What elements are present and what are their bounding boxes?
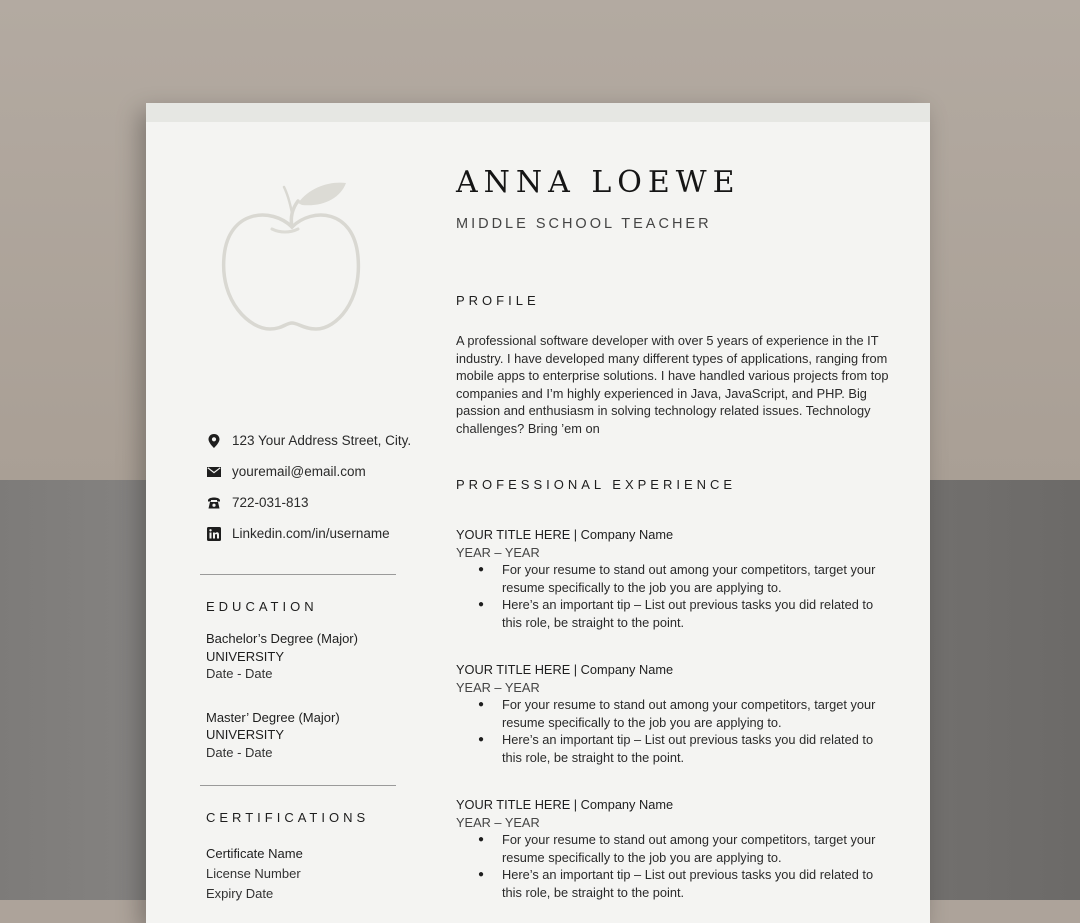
job-entry	[456, 796, 896, 901]
education-section	[206, 599, 446, 761]
job-bullets	[456, 561, 896, 631]
job-title: YOUR TITLE HERE | Company Name	[456, 797, 674, 812]
certifications-section	[206, 810, 446, 904]
divider	[200, 574, 396, 575]
envelope-icon	[206, 464, 222, 480]
job-entry	[456, 661, 896, 766]
divider	[200, 785, 396, 786]
expiry-date: Expiry Date	[206, 886, 274, 901]
education-item	[206, 630, 446, 683]
contact-section	[206, 425, 446, 549]
address-text: 123 Your Address Street, City.	[232, 433, 412, 448]
email-link[interactable]: youremail@email.com	[232, 464, 366, 479]
job-bullets	[456, 696, 896, 766]
experience-heading: PROFESSIONAL EXPERIENCE	[456, 477, 737, 492]
contact-address	[206, 425, 446, 456]
job-bullet: ● Here’s an important tip – List out previous tasks you did related to this role, be straight to the point.	[502, 596, 896, 631]
job-bullets	[456, 831, 896, 901]
education-item	[206, 709, 446, 762]
education-heading: EDUCATION	[206, 599, 318, 614]
job-bullet: ● For your resume to stand out among your competitors, target your resume specifically to the job you are applying to.	[502, 696, 896, 731]
certificate-name: Certificate Name	[206, 846, 303, 861]
license-number: License Number	[206, 866, 301, 881]
degree: Bachelor’s Degree (Major)	[206, 631, 358, 646]
contact-linkedin	[206, 518, 446, 549]
job-bullet: ● Here’s an important tip – List out previous tasks you did related to this role, be straight to the point.	[502, 866, 896, 901]
dates: Date - Date	[206, 666, 273, 681]
job-entry	[456, 526, 896, 631]
linkedin-icon	[206, 526, 222, 542]
apple-icon	[220, 177, 365, 337]
candidate-name: ANNA LOEWE	[456, 165, 741, 200]
profile-text: A professional software developer with over 5 years of experience in the IT industry. I have developed many different types of applications, ranging from mobile apps to enterprise solutions. I have handled various projects from top companies and I’m highly experienced in Java, JavaScript, and PHP. Big passion and enthusiasm in solving technology related issues. Technology challenges? Bring ’em on	[456, 333, 889, 436]
job-years: YEAR – YEAR	[456, 814, 540, 830]
job-bullet: ● Here’s an important tip – List out previous tasks you did related to this role, be straight to the point.	[502, 731, 896, 766]
dates: Date - Date	[206, 744, 273, 760]
school: UNIVERSITY	[206, 648, 285, 664]
profile-section	[456, 293, 896, 437]
candidate-role: MIDDLE SCHOOL TEACHER	[456, 216, 712, 232]
certificate-item	[206, 844, 446, 904]
linkedin-link[interactable]: Linkedin.com/in/username	[232, 526, 390, 541]
location-pin-icon	[206, 433, 222, 449]
degree: Master’ Degree (Major)	[206, 709, 340, 725]
experience-section	[456, 477, 896, 901]
job-bullet: ● For your resume to stand out among your competitors, target your resume specifically to the job you are applying to.	[502, 831, 896, 866]
job-title: YOUR TITLE HERE | Company Name	[456, 662, 674, 677]
paper-top-band	[146, 103, 930, 122]
resume-page	[146, 103, 930, 923]
profile-heading: PROFILE	[456, 293, 540, 308]
job-title: YOUR TITLE HERE | Company Name	[456, 527, 674, 542]
phone-text: 722-031-813	[232, 495, 309, 510]
job-years: YEAR – YEAR	[456, 544, 540, 560]
contact-phone	[206, 487, 446, 518]
school: UNIVERSITY	[206, 727, 285, 742]
job-bullet: ● For your resume to stand out among your competitors, target your resume specifically to the job you are applying to.	[502, 561, 896, 596]
job-years: YEAR – YEAR	[456, 679, 540, 695]
telephone-icon	[206, 495, 222, 511]
certifications-heading: CERTIFICATIONS	[206, 810, 370, 825]
contact-email	[206, 456, 446, 487]
